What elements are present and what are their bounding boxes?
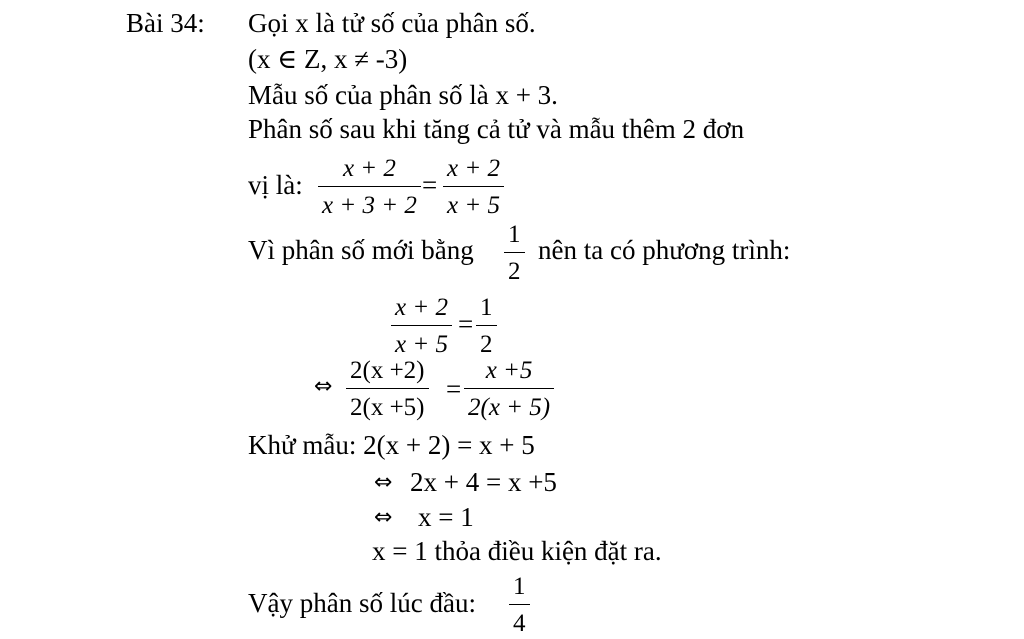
fraction-bar <box>391 325 452 326</box>
new-fraction-prefix: vị là: <box>248 170 303 200</box>
fraction-numerator: x + 2 <box>447 155 500 182</box>
fraction-numerator: 1 <box>508 221 521 248</box>
new-fraction-expanded <box>318 156 421 218</box>
fraction-numerator: x + 2 <box>395 294 448 321</box>
fraction-numerator: 2(x +2) <box>350 357 425 384</box>
fraction-numerator: 1 <box>513 573 526 600</box>
common-denominator-right <box>464 358 554 420</box>
denominator-line: Mẫu số của phân số là x + 3. <box>248 80 558 110</box>
equivalence-arrow-icon: ⇔ <box>374 505 393 530</box>
fraction-numerator: x +5 <box>485 357 533 384</box>
fraction-denominator: 4 <box>513 610 526 637</box>
equivalence-arrow-icon: ⇔ <box>314 374 333 399</box>
one-half-fraction <box>504 222 525 284</box>
fraction-bar <box>476 325 497 326</box>
fraction-denominator: 2(x + 5) <box>468 394 551 421</box>
condition-line: (x ∈ Z, x ≠ -3) <box>248 44 408 74</box>
problem-label: Bài 34: <box>126 8 205 38</box>
step-two: x = 1 <box>418 502 474 532</box>
new-fraction-simplified <box>443 156 504 218</box>
equivalence-arrow-icon: ⇔ <box>374 470 393 495</box>
fraction-bar <box>504 252 525 253</box>
answer-fraction <box>509 574 530 636</box>
fraction-bar <box>318 186 421 187</box>
step-one: 2x + 4 = x +5 <box>410 467 557 497</box>
answer-prefix: Vậy phân số lúc đầu: <box>248 588 476 618</box>
fraction-denominator: 2(x +5) <box>350 394 425 421</box>
intro-line: Gọi x là tử số của phân số. <box>248 8 536 38</box>
fraction-denominator: x + 5 <box>395 331 448 358</box>
fraction-denominator: x + 3 + 2 <box>322 192 417 219</box>
fraction-denominator: x + 5 <box>447 192 500 219</box>
increase-line: Phân số sau khi tăng cả tử và mẫu thêm 2 đơn <box>248 114 745 144</box>
fraction-numerator: x + 2 <box>342 155 396 182</box>
equation-right-fraction <box>476 295 497 357</box>
ratio-statement-prefix: Vì phân số mới bằng <box>248 235 474 265</box>
fraction-bar <box>509 604 530 605</box>
ratio-statement-suffix: nên ta có phương trình: <box>538 235 791 265</box>
equals-sign: = <box>422 170 438 200</box>
fraction-bar <box>464 388 554 389</box>
fraction-bar <box>346 388 429 389</box>
common-denominator-left <box>346 358 429 420</box>
fraction-bar <box>443 186 504 187</box>
fraction-denominator: 2 <box>508 258 521 285</box>
fraction-denominator: 2 <box>480 331 493 358</box>
clear-denominator-line: Khử mẫu: 2(x + 2) = x + 5 <box>248 430 535 460</box>
equals-sign: = <box>446 374 462 404</box>
equals-sign: = <box>458 309 474 339</box>
fraction-numerator: 1 <box>480 294 493 321</box>
condition-check-line: x = 1 thỏa điều kiện đặt ra. <box>372 536 662 566</box>
equation-left-fraction <box>391 295 452 357</box>
